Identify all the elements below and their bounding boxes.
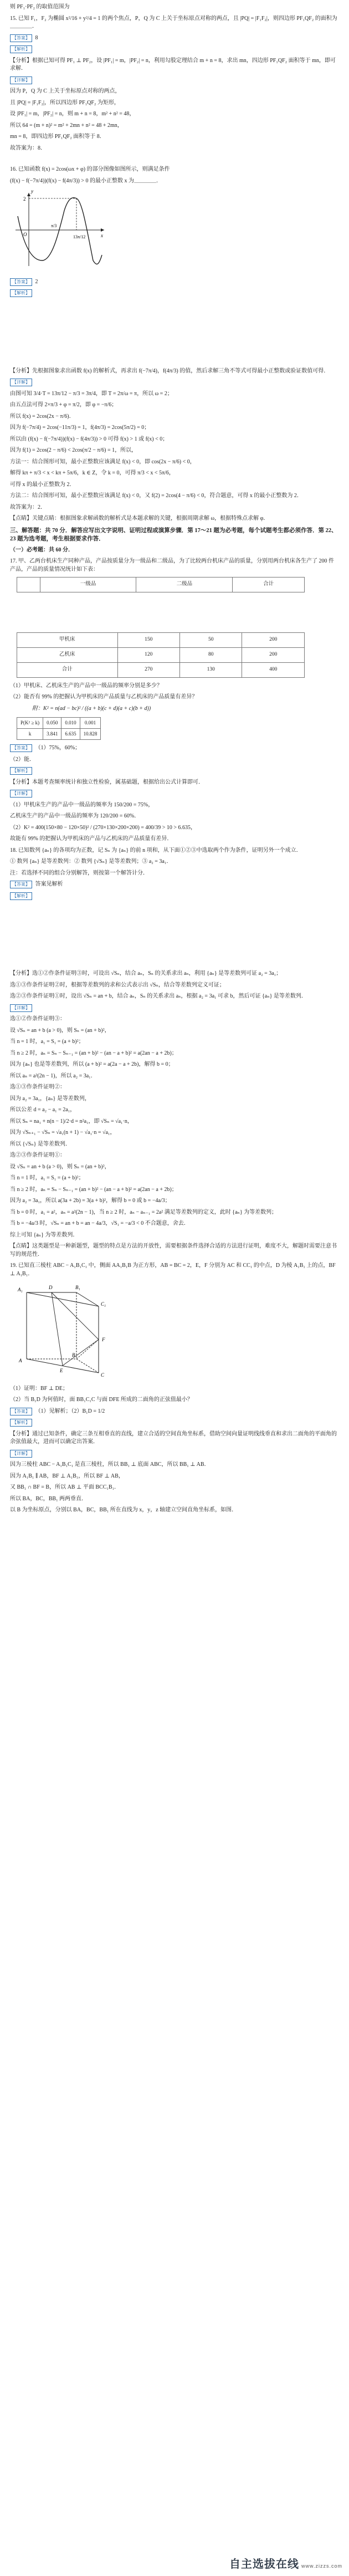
q16-line: 由五点法可得 2×π/3 + φ = π/2，即 φ = −π/6； <box>10 402 117 408</box>
q18-line: 【分析】选①②作条件证明③时，可设出 √Sₙ，结合 aₙ，Sₙ 的关系求出 aₙ，利用 {aₙ} 是等差数列可证 a₂ = 3a₁； <box>10 970 282 977</box>
table-cell: 200 <box>242 647 305 662</box>
table-cell: 一级品 <box>40 577 136 592</box>
q18-answer-value: 答案见解析 <box>35 881 63 888</box>
q18-stem: 18. 已知数列 {aₙ} 的各项均为正数，记 Sₙ 为 {aₙ} 的前 n 项和，从下面①②③中选取两个作为条件，证明另外一个成立． <box>10 847 302 853</box>
q15-detail-tag <box>10 76 339 85</box>
q18-line: 设 √Sₙ = an + b (a > 0)，则 Sₙ = (an + b)²， <box>10 1027 110 1034</box>
table-cell: 合计 <box>233 577 305 592</box>
q15-line: 【分析】根据已知可得 PF₁ ⊥ PF₂，设 |PF₁| = m，|PF₂| = n，利用勾股定理结合 m + n = 8，求出 mn，四边形 PF₁QF₂ 面积等于 mn，即可求解． <box>10 57 336 71</box>
label-d: D <box>49 1285 53 1291</box>
table-cell: 150 <box>117 633 179 648</box>
max-value-label: 2 <box>23 196 26 202</box>
q17-answer-2: （2）能． <box>10 756 35 763</box>
table-cell: 6.635 <box>61 729 80 740</box>
q17-stem: 17. 甲、乙两台机床生产同种产品，产品按质量分为一级品和二级品，为了比较两台机床产品的质量，分别用两台机床各生产了 200 件产品，产品的质量情况统计如下表： <box>10 558 334 573</box>
table-cell: 10.828 <box>80 729 101 740</box>
table-cell: 130 <box>180 662 242 677</box>
q18-line: 当 n = 1 时，a₁ = S₁ = (a + b)²； <box>10 1039 84 1045</box>
origin-label: O <box>23 232 27 237</box>
analysis-tag: 【解析】 <box>10 767 32 775</box>
cosine-graph <box>10 188 110 272</box>
table-cell: P(K² ≥ k) <box>17 718 43 729</box>
q16-answer <box>10 278 339 287</box>
table-row <box>17 647 305 662</box>
label-a1: A₁ <box>18 1287 23 1293</box>
detail-tag: 【详解】 <box>10 790 32 798</box>
y-label: y <box>31 188 33 194</box>
label-e: E <box>60 1368 63 1374</box>
table-row <box>17 577 305 592</box>
q18-line: 所以 Sₙ = na₁ + n(n − 1)/2·d = n²a₁，即 √Sₙ = √a₁·n， <box>10 1118 133 1125</box>
answer-tag: 【答案】 <box>10 1408 32 1415</box>
analysis-tag: 【解析】 <box>10 45 32 53</box>
q18-line: 当 b = −4a/3 时，√Sₙ = an + b = an − 4a/3，√S₁ = −a/3 < 0 不合题意，舍去． <box>10 1220 189 1227</box>
x-axis-arrow <box>101 228 104 232</box>
q19-line: 以 B 为坐标原点，分别以 BA，BC，BB₁ 所在直线为 x，y，z 轴建立空间直角坐标系，如图． <box>10 1507 238 1514</box>
watermark-site: www.zizzs.com <box>301 2563 342 2569</box>
q17-detail-tag <box>10 790 339 798</box>
q16-line: 故答案为：2． <box>10 504 46 510</box>
q15-stem: 15. 已知 F₁，F₂ 为椭圆 x²/16 + y²/4 = 1 的两个焦点，P，Q 为 C 上关于坐标原点对称的两点，且 |PQ| = |F₁F₂|，则四边形 PF₁QF₂ 的面积为＿＿＿＿． <box>10 15 337 29</box>
q19-q2: （2）当 B₁D 为何值时，面 BB₁C₁C 与面 DFE 所成的二面角的正弦值最小？ <box>10 1397 193 1403</box>
table-cell: 50 <box>180 633 242 648</box>
q18-line: 当 b = 0 时，a₁ = a²，aₙ = a²(2n − 1)，当 n ≥ 2 时，aₙ − aₙ₋₁ = 2a² 满足等差数列的定义，此时 {aₙ} 为等差数列； <box>10 1209 278 1215</box>
q15-line: mn = 8，即四边形 PF₁QF₂ 面积等于 8． <box>10 134 105 140</box>
q15-line: 因为 P，Q 为 C 上关于坐标原点对称的两点， <box>10 88 121 94</box>
q19-line: 因为 A₁B₁ ∥ AB，BF ⊥ A₁B₁，所以 BF ⊥ AB， <box>10 1473 124 1479</box>
q18-line: 当 n ≥ 2 时，aₙ = Sₙ − Sₙ₋₁ = (an + b)² − (an − a + b)² = a(2an − a + 2b)； <box>10 1186 177 1193</box>
table-cell: 0.001 <box>80 718 101 729</box>
table-cell: 400 <box>242 662 305 677</box>
q19-analysis-tag <box>10 1419 339 1427</box>
q16-line: 【点睛】关键点睛：根据图象求解函数的解析式是本题求解的关键，根据周期求解 ω，根据特殊点求解 φ． <box>10 515 269 522</box>
q17-table-head <box>17 577 305 592</box>
q15-analysis-tag <box>10 45 339 54</box>
table-cell: 合计 <box>17 662 118 677</box>
cosine-curve <box>18 198 102 264</box>
answer-tag: 【答案】 <box>10 881 32 888</box>
q18-line: 选②③作条件证明①时，设出 √Sₙ = an + b，结合 aₙ，Sₙ 的关系求出 aₙ，根据 a₂ = 3a₁ 可求 b，然后可证 {aₙ} 是等差数列． <box>10 993 307 1000</box>
q18-line: 【点睛】这类题型是一种新题型，题型的特点是方法的开放性，需要根据条件选择合适的方法进行证明，难度不大，解题时需要注意书写的规范性． <box>10 1243 337 1258</box>
table-row <box>17 718 101 729</box>
q18-line: 选①③作条件证明②： <box>10 1084 65 1091</box>
q15-answer-value: 8 <box>35 34 38 41</box>
q15-line: 且 |PQ| = |F₁F₂|，所以四边形 PF₁QF₂ 为矩形， <box>10 99 120 106</box>
q18-line: 设 √Sₙ = an + b (a > 0)，则 Sₙ = (an + b)²， <box>10 1163 110 1170</box>
table-cell: 3.841 <box>43 729 61 740</box>
label-a: A <box>19 1358 22 1364</box>
table-row <box>17 633 305 648</box>
table-cell: 二级品 <box>136 577 233 592</box>
analysis-tag: 【解析】 <box>10 1419 32 1427</box>
q18-line: 选①③作条件证明②时，根据等差数列的求和公式表示出 √Sₙ，结合等差数列定义可证； <box>10 982 225 988</box>
q16-stem: 16. 已知函数 f(x) = 2cos(ωx + φ) 的部分图像如图所示，则满足条件 <box>10 166 170 172</box>
q18-line: 当 n = 1 时，a₁ = S₁ = (a + b)²； <box>10 1175 84 1182</box>
q18-line: 所以 aₙ = a²(2n − 1)，所以 a₂ = 3a₁． <box>10 1072 96 1079</box>
q18-line: 综上可知 {aₙ} 为等差数列． <box>10 1231 79 1238</box>
segment-ef <box>63 1340 99 1366</box>
q19-stem: 19. 已知直三棱柱 ABC − A₁B₁C₁ 中，侧面 AA₁B₁B 为正方形，AB = BC = 2，E，F 分别为 AC 和 CC₁ 的中点，D 为棱 A₁B₁ 上的点，BF ⊥ A₁B₁． <box>10 1263 336 1277</box>
q18-item: 注：若选择不同的组合分别解答，则按第一个解答计分． <box>10 870 148 876</box>
label-c: C <box>101 1372 105 1378</box>
q17-answer-1: （1）75%，60%； <box>35 745 81 752</box>
table-cell: 0.050 <box>43 718 61 729</box>
q16-line: 因为 f(−7π/4) = 2cos(−11π/3) = 1，f(4π/3) = 2cos(5π/2) = 0； <box>10 425 150 431</box>
q17-line: 故能有 99% 的把握认为甲机床的产品与乙机床的产品质量有差异． <box>10 836 173 842</box>
segment-de <box>52 1292 63 1366</box>
analysis-tag: 【解析】 <box>10 289 32 297</box>
q19-detail-tag <box>10 1450 339 1458</box>
table-cell: 270 <box>117 662 179 677</box>
detail-tag: 【详解】 <box>10 1004 32 1012</box>
q15-line: 设 |PF₁| = m，|PF₂| = n，则 m + n = 8，m² + n² = 48， <box>10 111 135 117</box>
q17-line: （2）K² = 400(150×80 − 120×50)² / (270×130×200×200) = 400/39 > 10 > 6.635， <box>10 824 196 831</box>
q17-k-table <box>17 717 101 740</box>
q16-line: 方法一：结合图形可知，最小正整数应该满足 f(x) < 0，即 cos(2x − π/6) < 0， <box>10 458 196 465</box>
q16-condition: (f(x) − f(−7π/4))(f(x) − f(4π/3)) > 0 的最小正整数 x 为＿＿＿＿． <box>10 177 162 184</box>
q18-line: 因为 a₂ = 3a₁，{aₙ} 是等差数列， <box>10 1095 90 1102</box>
label-b1: B₁ <box>75 1285 80 1291</box>
q16-line: 因为 f(1) = 2cos(2 − π/6) < 2cos(π/2 − π/6) = 1，所以， <box>10 447 137 453</box>
table-row <box>17 729 101 740</box>
q19-line: 【分析】通过已知条件，确定三条互相垂直的直线，建立合适的空间直角坐标系，借助空间向量证明线线垂直和求出二面角的平面角的余弦值最大，进而可以确定出答案． <box>10 1430 337 1445</box>
y-axis-arrow <box>27 193 30 196</box>
prism-figure <box>10 1281 339 1382</box>
tick-13pi-over-12: 13π/12 <box>73 234 86 239</box>
q15-answer <box>10 34 339 43</box>
q17-line: 乙机床生产的产品中一级品的频率为 120/200 = 60%． <box>10 813 140 820</box>
q18-detail-tag <box>10 1004 339 1013</box>
q16-line: 方法二：结合图形可知，最小正整数应该满足 f(x) < 0，又 f(2) = 2cos(4 − π/6) < 0，符合题意，可得 x 的最小正整数为 2． <box>10 493 302 499</box>
q19-line: 因为三棱柱 ABC − A₁B₁C₁ 是直三棱柱，所以 BB₁ ⊥ 底面 ABC，所以 BB₁ ⊥ AB． <box>10 1461 210 1468</box>
detail-tag: 【详解】 <box>10 76 32 84</box>
detail-tag: 【详解】 <box>10 379 32 386</box>
q18-line: 选②③作条件证明①： <box>10 1152 65 1159</box>
q16-line: 所以由 (f(x) − f(−7π/4))(f(x) − f(4π/3)) > 0 可得 f(x) > 1 或 f(x) < 0； <box>10 436 168 442</box>
q16-line: 【分析】先根据图象求出函数 f(x) 的解析式，再求出 f(−7π/4)，f(4π/3) 的值，然后求解三角不等式可得最小正整数或验证数值可得． <box>10 367 330 374</box>
q18-line: 因为 √Sₙ₊₁ − √Sₙ = √a₁(n + 1) − √a₁·n = √a₁， <box>10 1129 116 1136</box>
q17-q2: （2）能否有 99% 的把握认为甲机床的产品质量与乙机床的产品质量有差异？ <box>10 694 198 700</box>
detail-tag: 【详解】 <box>10 1450 32 1458</box>
q16-line: 由图可知 3/4·T = 13π/12 − π/3 = 3π/4，即 T = 2π/ω = π，所以 ω = 2； <box>10 390 173 397</box>
segment-bf <box>76 1340 99 1359</box>
q19-line: 所以 BA，BC，BB₁ 两两垂直． <box>10 1495 88 1502</box>
q18-analysis-tag <box>10 892 339 901</box>
table-cell: 0.010 <box>61 718 80 729</box>
q17-table-body <box>17 632 305 677</box>
q18-answer <box>10 881 339 889</box>
x-label: x <box>101 233 103 238</box>
label-b: B <box>72 1352 75 1358</box>
q16-analysis-tag <box>10 289 339 298</box>
q17-q1: （1）甲机床、乙机床生产的产品中一级品的频率分别是多少？ <box>10 682 162 689</box>
cosine-graph-figure <box>10 188 339 275</box>
table-cell: 200 <box>242 633 305 648</box>
q18-line: 因为 {aₙ} 也是等差数列，所以 (a + b)² = a(2a − a + 2b)，解得 b = 0； <box>10 1061 174 1068</box>
q18-line: 因为 a₂ = 3a₁，所以 a(3a + 2b) = 3(a + b)²，解得 b = 0 或 b = −4a/3； <box>10 1198 171 1204</box>
answer-tag: 【答案】 <box>10 278 32 286</box>
table-row <box>17 662 305 677</box>
table-cell: 甲机床 <box>17 633 118 648</box>
q19-answer-value: （1）见解析；（2）B₁D = 1/2 <box>35 1408 105 1414</box>
label-f: F <box>102 1337 105 1343</box>
table-cell: 120 <box>117 647 179 662</box>
answer-tag: 【答案】 <box>10 744 32 752</box>
watermark-brand: 自主选拔在线 <box>229 2558 299 2570</box>
q16-line: 所以 f(x) = 2cos(2x − π/6)． <box>10 413 75 420</box>
prism-diagram <box>10 1281 121 1378</box>
table-cell: 80 <box>180 647 242 662</box>
segment-df <box>52 1292 99 1340</box>
q19-answer <box>10 1408 339 1416</box>
q16-line: 解得 kπ + π/3 < x < kπ + 5π/6，k ∈ Z，令 k = 0，可得 π/3 < x < 5π/6， <box>10 470 174 476</box>
q18-item: ① 数列 {aₙ} 是等差数列：② 数列 {√Sₙ} 是等差数列；③ a₂ = 3a₁． <box>10 858 172 865</box>
q18-line: 所以 {√Sₙ} 是等差数列． <box>10 1141 71 1147</box>
q19-q1: （1）证明：BF ⊥ DE； <box>10 1385 68 1392</box>
section-3-title: 三、解答题：共 70 分．解答应写出文字说明、证明过程或演算步骤．第 17～21 题为必考题，每个试题考生都必须作答．第 22、23 题为选考题，考生根据要求作答． <box>10 527 337 542</box>
q17-line: （1）甲机床生产的产品中一级品的频率为 150/200 = 75%， <box>10 801 154 808</box>
q17-answer <box>10 744 339 753</box>
site-watermark <box>229 2557 342 2573</box>
q19-line: 又 BB₁ ∩ BF = B，所以 AB ⊥ 平面 BCC₁B₁． <box>10 1484 120 1491</box>
q15-line: 所以 64 = (m + n)² = m² + 2mn + n² = 48 + 2mn， <box>10 122 123 129</box>
q16-answer-value: 2 <box>35 278 38 285</box>
q16-line: 可得 x 的最小正整数为 2． <box>10 481 75 488</box>
table-cell: k <box>17 729 43 740</box>
analysis-tag: 【解析】 <box>10 892 32 900</box>
table-cell: 乙机床 <box>17 647 118 662</box>
q18-line: 所以公差 d = a₂ − a₁ = 2a₁， <box>10 1107 76 1113</box>
tick-pi-over-3: π/3 <box>51 223 57 228</box>
q16-detail-tag <box>10 379 339 387</box>
label-c1: C₁ <box>101 1301 106 1307</box>
answer-tag: 【答案】 <box>10 34 32 42</box>
q17-line: 【分析】本题考查频率统计和独立性检验，属基础题，根据给出公式计算即可． <box>10 779 204 785</box>
q14-tail: 则 PF₁·PF₂ 的取值范围为 <box>10 4 70 10</box>
q18-line: 当 n ≥ 2 时，aₙ = Sₙ − Sₙ₋₁ = (an + b)² − (an − a + b)² = a(2an − a + 2b)； <box>10 1050 177 1056</box>
q18-line: 选①②作条件证明③： <box>10 1016 65 1023</box>
q17-analysis-tag <box>10 767 339 775</box>
table-cell <box>17 577 40 592</box>
q17-formula: 附：K² = n(ad − bc)² / ((a + b)(c + d)(a + c)(b + d)) <box>32 705 151 712</box>
section-3-sub: （一）必考题：共 60 分． <box>10 546 74 553</box>
q15-line: 故答案为：8． <box>10 145 46 151</box>
